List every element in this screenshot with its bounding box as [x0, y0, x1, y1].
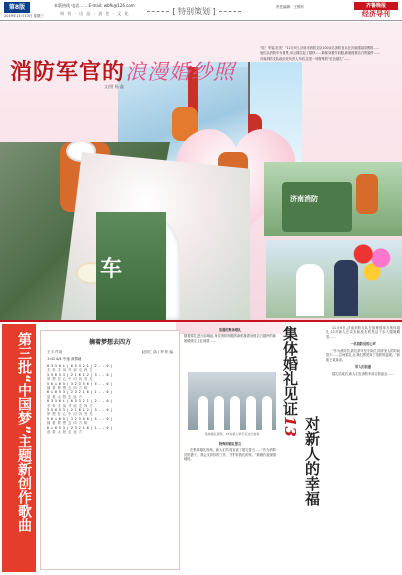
- intro-paragraph: “哇！军装,好美！”11月5日,济南市消防支队100余名消防官兵在济南国际园博园……: [260, 46, 380, 50]
- lyric-line: 摘 着 梦 想 去 四 方 哟: [47, 386, 88, 391]
- article-headline: [282, 326, 326, 574]
- intro-paragraph: 他们以消防车为背景,用云梯拉起了婚纱……新郎身着作训服,新娘披着洁白的婚纱……: [260, 51, 380, 56]
- photo-ceremony: [188, 372, 276, 430]
- title-script: 浪漫婚纱照: [125, 60, 236, 84]
- lyric-line: 追 着 太 阳 去 远 方: [47, 394, 82, 399]
- dashed-line: [219, 11, 241, 12]
- photo-truck-couple: 济南消防: [264, 162, 402, 236]
- lyric-line: 梦 想 在 心 中 闪 闪 发 光: [47, 377, 93, 382]
- composer: 赵国仁 曲 / 李 松 编: [141, 350, 173, 354]
- lyric-line: 手 牵 手 肩 并 肩 走 四 方: [47, 368, 93, 373]
- feature-title: [10, 55, 280, 91]
- article-column-right: [326, 326, 400, 572]
- byline: 文/图 杨 鑫: [104, 84, 124, 89]
- section-name: 特别策划: [178, 7, 210, 16]
- notation-line: 5 6 i 6 5 | 3 2 3 5 6 | 5 - - 0 |: [47, 381, 113, 386]
- notation-line: 6 i 6 5 3 | 2 3 2 1 6 | 1 - - 0 |: [47, 425, 113, 430]
- paragraph: 婚礼结束后,新人们在消防车前合影留念……: [332, 372, 394, 377]
- notation-line: 6 i 6 5 3 | 2 3 2 1 6 | 1 - - 0 |: [47, 390, 113, 395]
- issue-date: 2019年11月13日 星期三: [4, 14, 44, 18]
- article-column-mid-2: [184, 440, 276, 572]
- photo-couples: [266, 240, 402, 318]
- lyric-line: 摘 着 梦 想 去 四 方 哟: [47, 421, 88, 426]
- page-header: [0, 0, 402, 21]
- paragraph: 在集体婚礼现场，新人们共同宣读了婚礼誓言……“作为消防员的妻子，我会支持你的工作，守护好我们的家。”新娘代表深情地说。: [184, 448, 276, 461]
- editor-credit: 责任编辑：王锡东: [276, 5, 304, 9]
- title-main: 消防军官的: [10, 60, 126, 85]
- logo-top: 齐鲁晚报: [354, 2, 398, 10]
- subheading: 一名消防员的心声: [350, 341, 376, 346]
- paragraph: 随着婚礼进行曲响起,身穿消防制服的新郎挽着身披洁白婚纱的新娘缓缓走上红地毯……: [184, 334, 276, 343]
- lyric-line: 梦 想 在 心 中 闪 闪 发 光: [47, 412, 93, 417]
- headline-part1: 集体婚礼见证13: [281, 326, 299, 437]
- header-meta: 周 刊 · 出 品 · 责 任 · 文 化: [60, 11, 130, 16]
- lyric-line: 手 牵 手 肩 并 肩 走 四 方: [47, 403, 93, 408]
- dashed-line: [147, 11, 169, 12]
- notation-line: 3 5 6 5 3 | 2 1 6 1 2 | 3 - - 0 |: [47, 408, 113, 413]
- song-tempo: 1=D 4/4 中速 深情地: [47, 357, 82, 361]
- intro-paragraph: 济南消防支队政治处负责人介绍,这是一场特殊的“红色婚礼”……: [260, 56, 351, 61]
- newspaper-logo: [354, 2, 398, 19]
- hotline-text: 本版热线 电话…… E-mail: wbfk@126.com: [54, 3, 135, 8]
- notation-line: 0 3 5 6 i | 6 5 3 2 1 | 2 - - 0 |: [47, 364, 113, 368]
- subheading: 军人的浪漫: [355, 365, 371, 370]
- song-column-banner: [2, 324, 36, 572]
- section-label: [ 特别策划 ]: [140, 6, 248, 17]
- intro-text: [254, 46, 398, 162]
- song-credits: [47, 350, 173, 355]
- feature-spread: [0, 22, 402, 320]
- photo-truck: 车: [96, 212, 166, 320]
- banner-title: 第三批“中国梦”主题新创作歌曲: [16, 332, 32, 533]
- notation-line: 0 3 5 6 i | 6 5 3 2 1 | 2 - - 0 |: [47, 399, 113, 404]
- edition-badge: 第8版: [4, 2, 30, 13]
- article-column-mid: [184, 326, 276, 366]
- notation-line: 3 5 6 5 3 | 2 1 6 1 2 | 3 - - 0 |: [47, 372, 113, 377]
- lyric-line: 追 着 太 阳 去 远 方: [47, 430, 82, 435]
- photo-caption: 集体婚礼现场，13对新人牵手走过红地毯: [204, 432, 260, 436]
- subheading: 特殊的婚礼誓言: [218, 442, 242, 446]
- logo-bottom: 经济导刊: [362, 10, 390, 18]
- lyricist: 王平 作词: [47, 350, 63, 354]
- notation-line: 5 6 i 6 5 | 3 2 3 5 6 | 5 - - 0 |: [47, 416, 113, 421]
- song-title: 摘着梦想去四方: [88, 339, 131, 346]
- headline-part2: 对新人的幸福: [303, 416, 321, 506]
- paragraph: “作为消防员,我们常年坚守岗位,陪伴家人的时间很少……这场婚礼,让我们感受到了组织的温暖。”新郎王某某说。: [326, 349, 400, 362]
- headline-number: 13: [281, 416, 299, 437]
- song-sheet: [40, 330, 180, 570]
- paragraph: 11月6日,济南消防支队在园博园举办集体婚礼,13对新人在亲友和战友的见证下步入婚姻殿堂……: [326, 326, 400, 339]
- subheading: 浪漫的集体婚礼: [218, 328, 242, 332]
- notation: [47, 364, 173, 435]
- balloon-icon: [350, 242, 394, 282]
